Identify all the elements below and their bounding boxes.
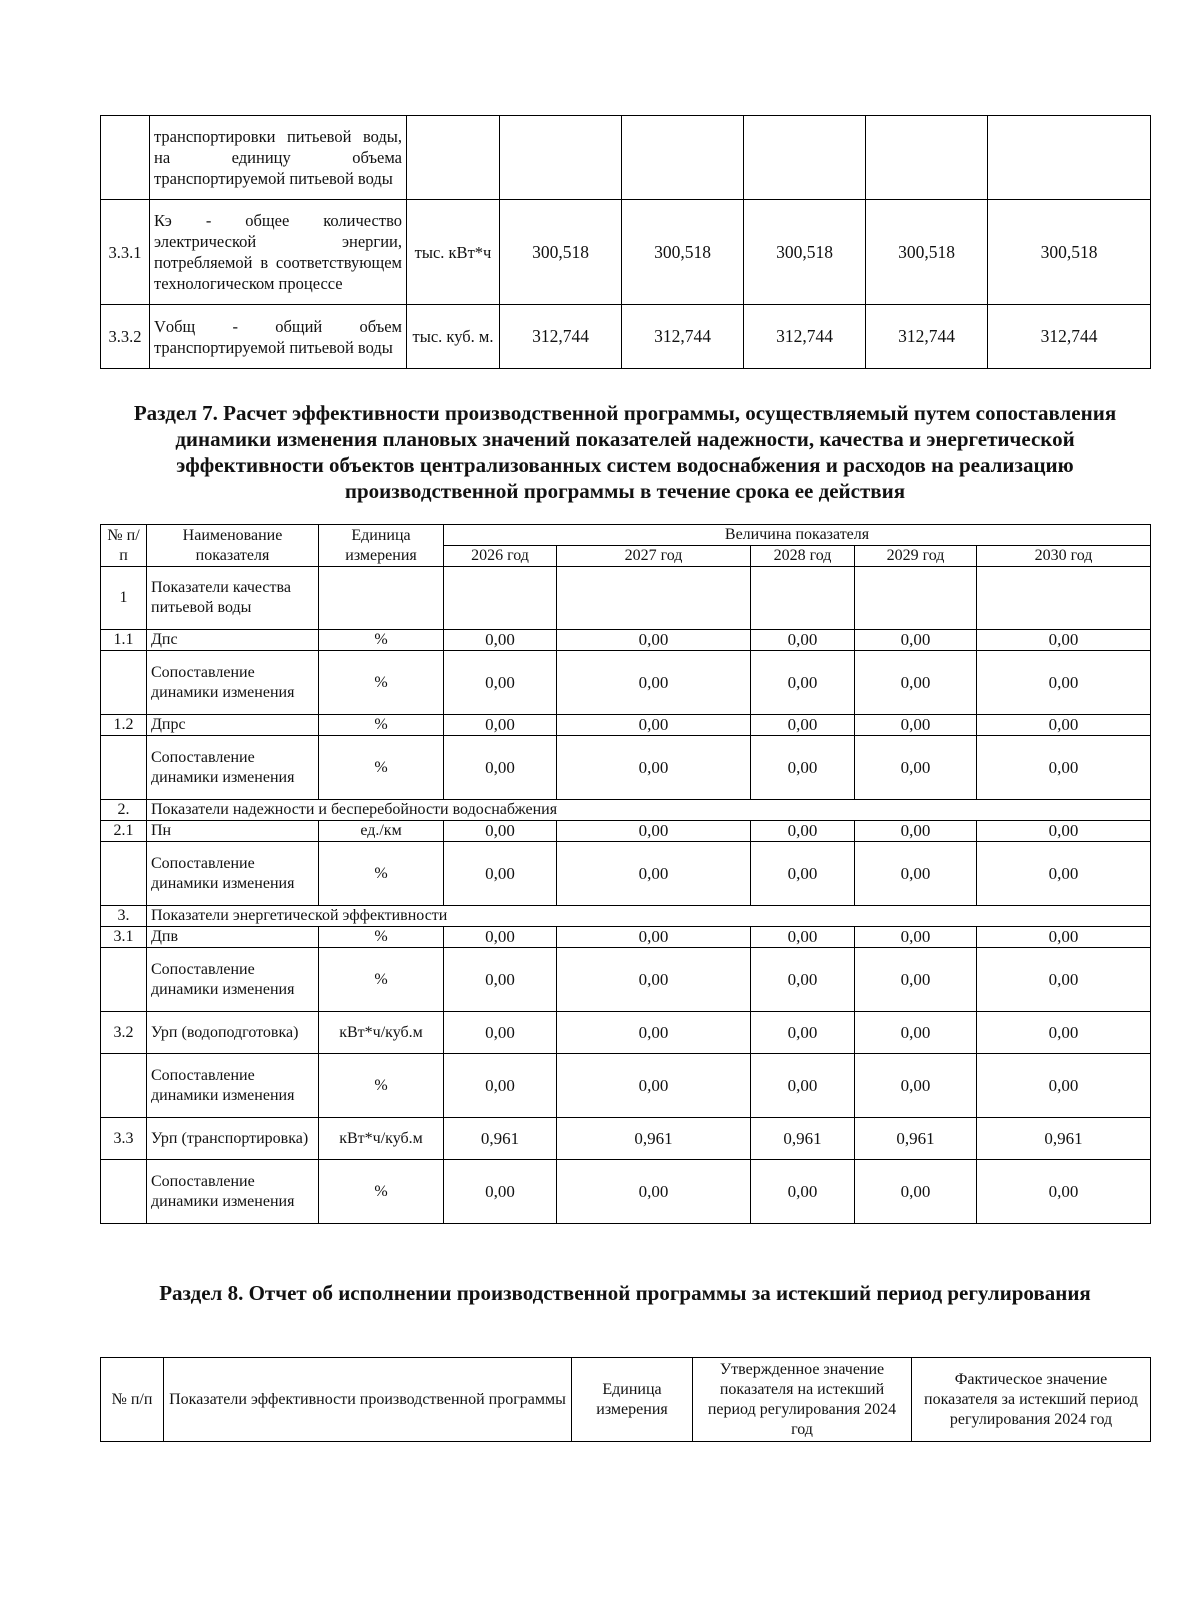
row-number <box>101 736 147 800</box>
row-number: 1 <box>101 567 147 630</box>
row-value: 0,00 <box>557 1012 751 1054</box>
row-name: Сопоставление динамики изменения <box>147 736 319 800</box>
row-value: 0,00 <box>444 948 557 1012</box>
row-value: 0,00 <box>751 927 855 948</box>
row-value: 0,00 <box>977 821 1151 842</box>
row-value: 300,518 <box>500 200 622 305</box>
row-value: 0,00 <box>557 842 751 906</box>
row-name: Дпс <box>147 630 319 651</box>
row-value: 0,00 <box>751 715 855 736</box>
row-number <box>101 1054 147 1118</box>
row-value: 0,00 <box>855 630 977 651</box>
header-approved-value: Утвержденное значение показателя на истекший период регулирования 2024 год <box>693 1358 912 1442</box>
row-unit: % <box>319 948 444 1012</box>
row-name: Сопоставление динамики изменения <box>147 842 319 906</box>
execution-report-table <box>100 1357 1151 1442</box>
row-value: 0,00 <box>977 1160 1151 1224</box>
row-value <box>751 567 855 630</box>
efficiency-calculation-table <box>100 524 1151 1224</box>
row-value: 0,00 <box>855 715 977 736</box>
group-title: Показатели надежности и бесперебойности водоснабжения <box>147 800 1151 821</box>
header-year: 2027 год <box>557 546 751 567</box>
row-value: 0,961 <box>855 1118 977 1160</box>
row-value: 0,961 <box>444 1118 557 1160</box>
header-value-group: Величина показателя <box>444 525 1151 546</box>
row-number: 1.2 <box>101 715 147 736</box>
header-name: Наименование показателя <box>147 525 319 567</box>
row-number: 3. <box>101 906 147 927</box>
row-value: 0,00 <box>444 1054 557 1118</box>
row-name: Урп (водоподготовка) <box>147 1012 319 1054</box>
table-group-row <box>101 906 1151 927</box>
row-value: 0,00 <box>855 842 977 906</box>
row-description: транспортировки питьевой воды, на единицу объема транспортируемой питьевой воды <box>150 116 407 200</box>
row-number: 1.1 <box>101 630 147 651</box>
table-row <box>101 651 1151 715</box>
row-name: Дпрс <box>147 715 319 736</box>
table-row <box>101 1118 1151 1160</box>
row-description: Vобщ - общий объем транспортируемой питьевой воды <box>150 305 407 369</box>
row-unit: кВт*ч/куб.м <box>319 1118 444 1160</box>
row-value: 0,00 <box>751 1160 855 1224</box>
row-unit: % <box>319 651 444 715</box>
row-value: 0,00 <box>977 842 1151 906</box>
header-num: № п/п <box>101 525 147 567</box>
row-value: 0,00 <box>855 1160 977 1224</box>
section-7-title: Раздел 7. Расчет эффективности производственной программы, осуществляемый путем сопоставления динамики изменения плановых значений показателей надежности, качества и энергетической эффективности объектов централизованных систем водоснабжения и расходов на реализацию производственной программы в течение срока ее действия <box>133 401 1117 503</box>
row-value: 0,00 <box>751 736 855 800</box>
row-value: 0,00 <box>855 736 977 800</box>
group-title: Показатели энергетической эффективности <box>147 906 1151 927</box>
row-value: 0,00 <box>444 1160 557 1224</box>
row-number <box>101 651 147 715</box>
row-unit: ед./км <box>319 821 444 842</box>
row-value: 0,00 <box>855 821 977 842</box>
row-value: 312,744 <box>622 305 744 369</box>
row-value <box>855 567 977 630</box>
table-row <box>101 948 1151 1012</box>
header-actual-value: Фактическое значение показателя за истекший период регулирования 2024 год <box>912 1358 1151 1442</box>
row-unit: тыс. кВт*ч <box>407 200 500 305</box>
row-value: 0,00 <box>751 651 855 715</box>
table-row <box>101 736 1151 800</box>
table-row <box>101 305 1151 369</box>
row-value: 0,00 <box>751 630 855 651</box>
row-value: 0,00 <box>855 927 977 948</box>
row-value: 300,518 <box>988 200 1151 305</box>
row-value <box>500 116 622 200</box>
table-row <box>101 1054 1151 1118</box>
row-value: 0,00 <box>557 630 751 651</box>
row-value <box>557 567 751 630</box>
row-value: 0,00 <box>977 715 1151 736</box>
row-name: Сопоставление динамики изменения <box>147 651 319 715</box>
table-row <box>101 715 1151 736</box>
row-value: 0,00 <box>557 948 751 1012</box>
row-value <box>444 567 557 630</box>
row-value: 0,00 <box>751 1054 855 1118</box>
row-value: 0,00 <box>444 651 557 715</box>
row-unit: % <box>319 1054 444 1118</box>
row-number <box>101 842 147 906</box>
row-value: 300,518 <box>866 200 988 305</box>
row-number: 3.2 <box>101 1012 147 1054</box>
header-year: 2028 год <box>751 546 855 567</box>
header-num: № п/п <box>101 1358 164 1442</box>
continued-table <box>100 115 1151 369</box>
row-value: 0,00 <box>855 1012 977 1054</box>
row-value: 0,00 <box>977 1012 1151 1054</box>
row-value <box>988 116 1151 200</box>
row-value: 0,00 <box>557 651 751 715</box>
row-value: 312,744 <box>500 305 622 369</box>
row-value: 0,00 <box>557 927 751 948</box>
row-number: 3.3 <box>101 1118 147 1160</box>
row-value: 0,00 <box>444 821 557 842</box>
table-row <box>101 630 1151 651</box>
table-group-row <box>101 800 1151 821</box>
row-value: 0,00 <box>977 927 1151 948</box>
row-number: 3.1 <box>101 927 147 948</box>
row-value: 0,00 <box>751 948 855 1012</box>
row-unit <box>319 567 444 630</box>
row-value: 0,00 <box>557 736 751 800</box>
table-row <box>101 821 1151 842</box>
row-value: 0,00 <box>557 1160 751 1224</box>
row-value: 0,00 <box>557 715 751 736</box>
row-value: 0,961 <box>977 1118 1151 1160</box>
row-value: 0,00 <box>557 1054 751 1118</box>
table-row <box>101 842 1151 906</box>
row-value <box>622 116 744 200</box>
row-unit: % <box>319 715 444 736</box>
row-value: 300,518 <box>744 200 866 305</box>
row-value <box>977 567 1151 630</box>
row-value <box>744 116 866 200</box>
row-value: 0,00 <box>855 948 977 1012</box>
row-value: 0,961 <box>751 1118 855 1160</box>
row-value: 0,00 <box>557 821 751 842</box>
row-value: 0,00 <box>444 736 557 800</box>
row-value: 312,744 <box>988 305 1151 369</box>
table-row <box>101 1160 1151 1224</box>
row-description: Кэ - общее количество электрической энергии, потребляемой в соответствующем технологическом процессе <box>150 200 407 305</box>
table-row <box>101 567 1151 630</box>
header-unit: Единица измерения <box>319 525 444 567</box>
section-8-title: Раздел 8. Отчет об исполнении производственной программы за истекший период регулирования <box>159 1281 1091 1305</box>
row-value: 0,00 <box>855 651 977 715</box>
row-name: Сопоставление динамики изменения <box>147 1160 319 1224</box>
row-value: 0,00 <box>444 630 557 651</box>
header-year: 2029 год <box>855 546 977 567</box>
row-value <box>866 116 988 200</box>
row-value: 0,00 <box>444 927 557 948</box>
header-indicators: Показатели эффективности производственной программы <box>164 1358 572 1442</box>
row-name: Пн <box>147 821 319 842</box>
row-value: 0,961 <box>557 1118 751 1160</box>
row-value: 0,00 <box>977 736 1151 800</box>
row-number <box>101 116 150 200</box>
header-year: 2030 год <box>977 546 1151 567</box>
row-name: Сопоставление динамики изменения <box>147 948 319 1012</box>
row-value: 0,00 <box>444 842 557 906</box>
row-value: 0,00 <box>855 1054 977 1118</box>
table-row <box>101 200 1151 305</box>
table-row <box>101 1012 1151 1054</box>
row-number: 3.3.1 <box>101 200 150 305</box>
row-unit: % <box>319 736 444 800</box>
row-name: Дпв <box>147 927 319 948</box>
row-value: 0,00 <box>977 630 1151 651</box>
row-name: Показатели качества питьевой воды <box>147 567 319 630</box>
row-value: 0,00 <box>751 842 855 906</box>
row-value: 0,00 <box>444 715 557 736</box>
row-unit: % <box>319 630 444 651</box>
row-unit <box>407 116 500 200</box>
row-name: Урп (транспортировка) <box>147 1118 319 1160</box>
row-value: 312,744 <box>744 305 866 369</box>
row-unit: % <box>319 1160 444 1224</box>
row-value: 0,00 <box>977 651 1151 715</box>
row-value: 0,00 <box>977 948 1151 1012</box>
header-year: 2026 год <box>444 546 557 567</box>
row-number <box>101 1160 147 1224</box>
row-number: 2.1 <box>101 821 147 842</box>
row-unit: % <box>319 842 444 906</box>
row-unit: тыс. куб. м. <box>407 305 500 369</box>
table-row <box>101 927 1151 948</box>
row-unit: % <box>319 927 444 948</box>
row-value: 312,744 <box>866 305 988 369</box>
row-value: 0,00 <box>977 1054 1151 1118</box>
row-unit: кВт*ч/куб.м <box>319 1012 444 1054</box>
row-value: 0,00 <box>751 1012 855 1054</box>
table-row <box>101 116 1151 200</box>
row-number: 2. <box>101 800 147 821</box>
header-unit: Единица измерения <box>572 1358 693 1442</box>
row-name: Сопоставление динамики изменения <box>147 1054 319 1118</box>
row-value: 0,00 <box>751 821 855 842</box>
row-number <box>101 948 147 1012</box>
row-number: 3.3.2 <box>101 305 150 369</box>
row-value: 0,00 <box>444 1012 557 1054</box>
row-value: 300,518 <box>622 200 744 305</box>
